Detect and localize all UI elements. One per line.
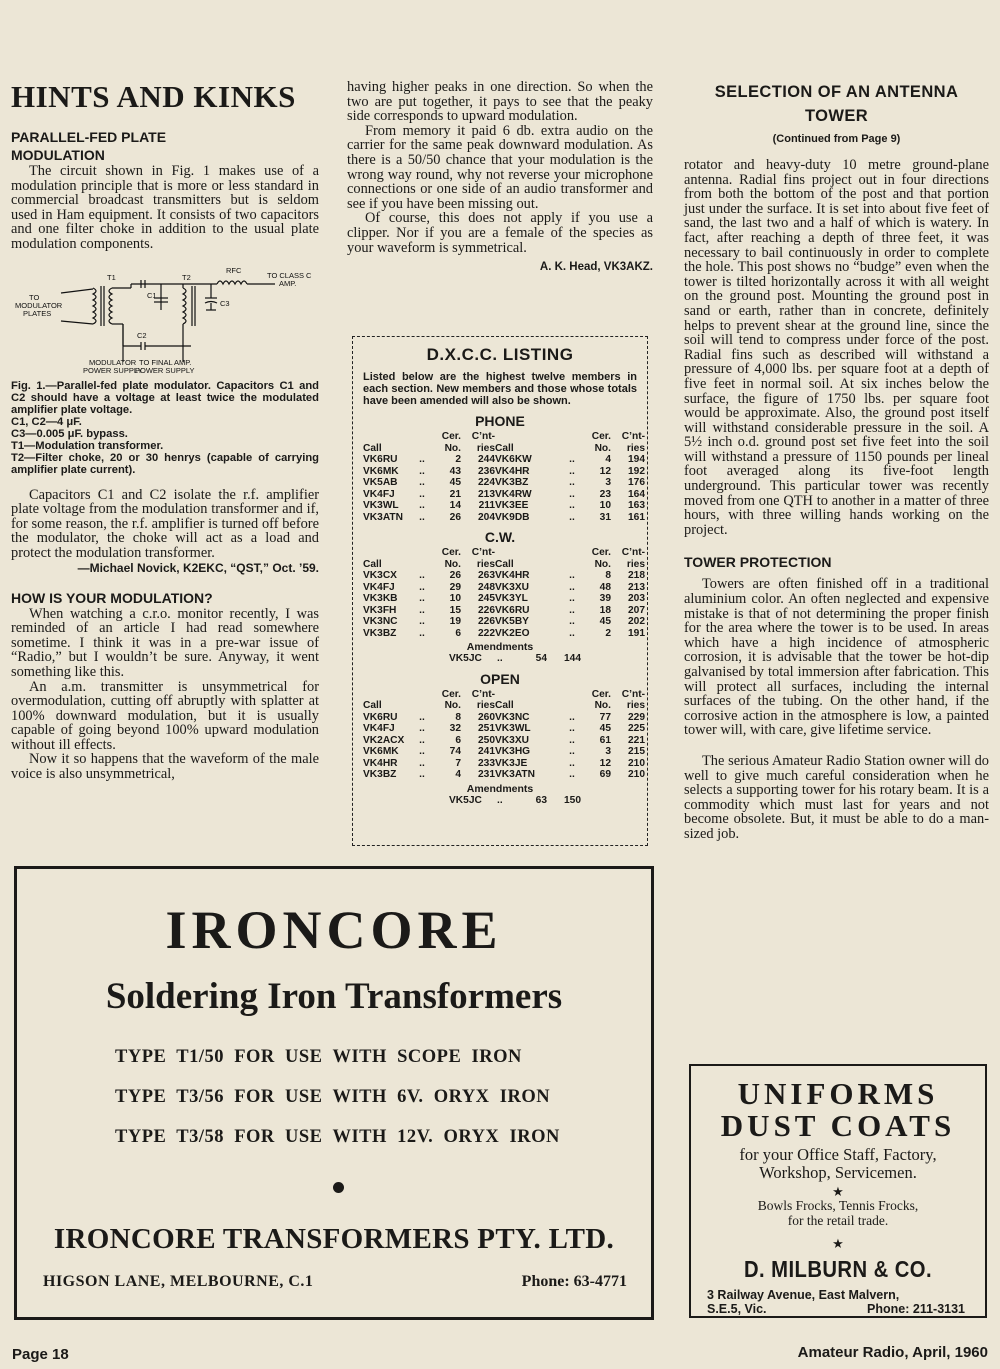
leader-dots: .. xyxy=(419,746,425,757)
country-count: 192 xyxy=(628,465,645,477)
leader-dots: .. xyxy=(419,488,425,500)
table-header-cell: No. xyxy=(594,700,611,711)
modulator-label: MODULATOR xyxy=(15,300,63,310)
cert-number: 69 xyxy=(599,769,611,780)
leader-dots: .. xyxy=(569,769,575,780)
call-sign: VK4HR xyxy=(363,757,398,769)
article-heading: PARALLEL-FED PLATE xyxy=(11,129,167,145)
call-sign: VK3YL xyxy=(495,593,528,604)
caption-line: T2—Filter choke, 20 or 30 henrys (capable of carrying amplifier plate current). xyxy=(11,451,319,476)
call-sign: VK2ACX xyxy=(363,734,405,746)
country-count: 204 xyxy=(478,511,495,523)
table-header-cell: Cer. xyxy=(591,431,611,442)
page-number: Page 18 xyxy=(12,1346,69,1363)
country-count: 202 xyxy=(628,616,645,627)
country-count: 263 xyxy=(478,570,495,581)
table-header-cell xyxy=(363,547,411,559)
country-count: 229 xyxy=(628,711,645,723)
ad-subline-2: Workshop, Servicemen. xyxy=(759,1163,917,1182)
table-header-cell: C’nt- xyxy=(471,431,495,442)
leader-dots: .. xyxy=(419,711,425,723)
paragraph: Now it so happens that the waveform of the male voice is also unsymmetrical, xyxy=(11,751,319,783)
call-sign: VK6RU xyxy=(363,454,398,465)
paragraph: Capacitors C1 and C2 isolate the r.f. amplifier plate voltage from the modulation transformer and if, for some reason, the r.f. amplifier is turned off before the modulator, the choke will act as a load and protect the modulation transformer. xyxy=(11,486,319,561)
call-sign: VK6RU xyxy=(495,604,530,616)
country-count: 225 xyxy=(628,723,645,734)
table-header-cell: Call xyxy=(363,442,382,454)
cert-number: 31 xyxy=(599,511,611,523)
table-header-cell: Cer. xyxy=(441,547,461,558)
leader-dots: .. xyxy=(569,570,575,581)
c3-label: C3 xyxy=(220,298,230,308)
phone-heading: PHONE xyxy=(475,413,525,429)
leader-dots: .. xyxy=(419,500,425,511)
leader-dots: .. xyxy=(419,723,425,734)
table-header-cell: ries xyxy=(476,700,495,711)
cert-number: 26 xyxy=(449,570,461,581)
table-header-cell xyxy=(495,431,561,443)
leader-dots: .. xyxy=(569,477,575,488)
leader-dots: .. xyxy=(569,465,575,477)
cert-number: 3 xyxy=(605,746,611,757)
cert-number: 14 xyxy=(449,500,461,511)
call-sign: VK4HR xyxy=(495,465,530,477)
section-title: HINTS AND KINKS xyxy=(11,79,296,114)
paragraph: Of course, this does not apply if you use a clipper. Nor if you are a female of the species as your waveform is symmetrical. xyxy=(347,210,653,256)
amendment-cell: 63 xyxy=(535,794,547,806)
cert-number: 8 xyxy=(455,711,461,723)
continued-note: (Continued from Page 9) xyxy=(772,133,901,145)
table-header-cell: Call xyxy=(363,700,382,711)
table-header-cell: Cer. xyxy=(591,688,611,700)
cert-number: 2 xyxy=(455,454,461,465)
country-count: 233 xyxy=(478,757,495,769)
amendment-cell: 144 xyxy=(564,653,581,664)
country-count: 250 xyxy=(478,734,495,746)
table-header-cell xyxy=(561,443,583,455)
call-sign: VK4FJ xyxy=(363,723,395,734)
call-sign: VK3EE xyxy=(495,500,529,511)
cert-number: 18 xyxy=(599,604,611,616)
cert-number: 4 xyxy=(605,454,611,465)
bullet-dot xyxy=(333,1182,344,1193)
leader-dots: .. xyxy=(569,454,575,465)
cert-number: 19 xyxy=(449,616,461,627)
table-header-cell: No. xyxy=(444,442,461,454)
call-sign: VK3BZ xyxy=(363,627,397,639)
table-header-cell xyxy=(561,700,583,712)
country-count: 161 xyxy=(628,511,645,523)
call-sign: VK2EO xyxy=(495,627,530,639)
final-ps-label2: POWER SUPPLY xyxy=(135,365,195,374)
leader-dots: .. xyxy=(569,757,575,769)
figure-caption xyxy=(11,380,319,476)
table-header-cell: No. xyxy=(594,558,611,570)
cw-amendments xyxy=(449,653,637,665)
paragraph: From memory it paid 6 db. extra audio on the carrier for the same peak downward modulation. As there is a 50/50 chance that your modulation is the wrong way round, why not reverse your microphone connections or one side of an audio transformer and see if you have been missing out. xyxy=(347,122,653,212)
country-count: 210 xyxy=(628,757,645,769)
cert-number: 15 xyxy=(449,604,461,616)
table-header-cell: C’nt- xyxy=(621,547,645,558)
country-count: 222 xyxy=(478,627,495,639)
leader-dots: .. xyxy=(569,511,575,523)
country-count: 260 xyxy=(478,711,495,723)
table-header-cell: Call xyxy=(363,558,382,570)
call-sign: VK3XU xyxy=(495,581,529,593)
call-sign: VK3XU xyxy=(495,734,529,746)
table-header-cell: Call xyxy=(495,700,514,711)
leader-dots: .. xyxy=(569,723,575,734)
country-count: 215 xyxy=(628,746,645,757)
leader-dots: .. xyxy=(569,627,575,639)
ironcore-advertisement xyxy=(14,866,654,1320)
phone-table xyxy=(363,431,645,523)
table-header-cell xyxy=(561,547,583,559)
milburn-advertisement xyxy=(689,1064,987,1318)
ad-subline-3: Bowls Frocks, Tennis Frocks, xyxy=(757,1198,919,1213)
ad-address-1: 3 Railway Avenue, East Malvern, xyxy=(707,1288,900,1302)
country-count: 213 xyxy=(478,488,495,500)
plates-label: PLATES xyxy=(23,308,52,318)
cert-number: 10 xyxy=(599,500,611,511)
call-sign: VK3NC xyxy=(495,711,530,723)
country-count: 248 xyxy=(478,581,495,593)
open-heading: OPEN xyxy=(480,670,520,687)
ad-subline-b xyxy=(691,1198,985,1228)
table-header-cell: No. xyxy=(444,558,461,570)
amendment-cell: 150 xyxy=(564,794,581,806)
country-count: 244 xyxy=(478,454,495,465)
paragraph: having higher peaks in one direction. So when the two are put together, it pays to see that the peaky side corresponds to upward modulation. xyxy=(347,79,653,125)
ad-brand: IRONCORE xyxy=(165,900,503,960)
star-icon: ★ xyxy=(832,1184,844,1199)
leader-dots: .. xyxy=(419,465,425,477)
ad-headline: UNIFORMS xyxy=(737,1076,939,1111)
call-sign: VK6KW xyxy=(495,454,532,465)
leader-dots: .. xyxy=(419,570,425,581)
to-label: TO xyxy=(29,292,40,302)
cert-number: 23 xyxy=(599,488,611,500)
antenna-title-cont: TOWER xyxy=(804,107,869,125)
call-sign: VK3WL xyxy=(363,500,399,511)
table-header-cell xyxy=(561,559,583,571)
leader-dots: .. xyxy=(569,711,575,723)
country-count: 241 xyxy=(478,746,495,757)
table-header-cell xyxy=(411,431,433,443)
country-count: 224 xyxy=(478,477,495,488)
c2-label: C2 xyxy=(137,330,147,340)
cert-number: 3 xyxy=(605,477,611,488)
leader-dots: .. xyxy=(419,769,425,780)
country-count: 163 xyxy=(628,500,645,511)
cert-number: 45 xyxy=(599,616,611,627)
amendment-cell: 54 xyxy=(535,653,547,664)
country-count: 218 xyxy=(628,570,645,581)
table-header-cell: ries xyxy=(626,442,645,454)
table-header-cell xyxy=(411,700,433,712)
call-sign: VK3BZ xyxy=(495,477,529,488)
article-heading: TOWER PROTECTION xyxy=(684,554,832,571)
cert-number: 4 xyxy=(455,769,461,780)
circuit-diagram xyxy=(11,258,319,374)
ad-type-line: TYPE T3/56 FOR USE WITH 6V. ORYX IRON xyxy=(115,1087,551,1107)
ad-company: IRONCORE TRANSFORMERS PTY. LTD. xyxy=(53,1223,615,1255)
ad-address-2: S.E.5, Vic. xyxy=(707,1302,767,1316)
call-sign: VK3ATN xyxy=(495,769,535,780)
country-count: 213 xyxy=(628,581,645,593)
cert-number: 12 xyxy=(599,757,611,769)
c1-label: C1 xyxy=(147,290,157,300)
leader-dots: .. xyxy=(569,593,575,604)
country-count: 176 xyxy=(628,477,645,488)
caption-line: C3—0.005 μF. bypass. xyxy=(11,427,128,440)
table-header-cell xyxy=(561,689,583,701)
amendment-cell: .. xyxy=(497,653,503,664)
paragraph: The serious Amateur Radio Station owner will do well to give much careful consideration when he selects a supporting tower for his rotary beam. It is a commodity which must last for years and not become obsolete. But, it must be able to do a man-sized job. xyxy=(684,752,989,842)
cert-number: 26 xyxy=(449,511,461,523)
leader-dots: .. xyxy=(569,616,575,627)
ad-company: D. MILBURN & CO. xyxy=(743,1256,933,1282)
cert-number: 29 xyxy=(449,581,461,593)
table-header-cell: ries xyxy=(626,558,645,570)
call-sign: VK3ATN xyxy=(363,511,403,523)
leader-dots: .. xyxy=(569,500,575,511)
table-header-cell xyxy=(411,689,433,701)
country-count: 207 xyxy=(628,604,645,616)
ad-type-line: TYPE T3/58 FOR USE WITH 12V. ORYX IRON xyxy=(115,1127,560,1147)
country-count: 164 xyxy=(628,488,645,500)
cert-number: 2 xyxy=(605,627,611,639)
table-header-cell: Cer. xyxy=(441,431,461,442)
cert-number: 32 xyxy=(449,723,461,734)
call-sign: VK4RW xyxy=(495,488,532,500)
amendment-cell: VK5JC xyxy=(449,653,482,664)
column-left xyxy=(11,80,319,782)
call-sign: VK6RU xyxy=(363,711,398,723)
open-table xyxy=(363,688,645,781)
table-header-cell xyxy=(363,689,411,701)
call-sign: VK5AB xyxy=(363,477,398,488)
leader-dots: .. xyxy=(419,627,425,639)
call-sign: VK3KB xyxy=(363,593,398,604)
amendment-cell: VK5JC xyxy=(449,794,482,806)
column-middle xyxy=(347,80,653,273)
cw-heading: C.W. xyxy=(484,529,516,545)
cert-number: 12 xyxy=(599,465,611,477)
table-header-cell: ries xyxy=(476,442,495,454)
country-count: 211 xyxy=(478,500,495,511)
cert-number: 45 xyxy=(599,723,611,734)
t2-label: T2 xyxy=(182,272,191,282)
paragraph: rotator and heavy-duty 10 metre ground-plane antenna. Radial fins project out in four directions from both the bottom of the post and that portion just under the surface. It is set into about five feet of sand, the last two and a half of which is watery. In fact, after reaching a depth of three feet, it was necessary to bail continuously in order to complete the hole. This post shows no “budge” even when the tower is tilted horizontally across it with all weight on the ground post. Mounting the ground post in sand or earth, rather than in concrete, definitely helps to prevent shear at the ground line, since the soil will tend to compress under force of the post. Radial fins such as described will withstand a pressure of 4,000 lbs. per square foot at a depth of five feet in normal soil. At six inches below the surface, the figure of 1750 lbs. per square foot would be approximate. Also, the ground post itself will withstand considerable pressure in the soil. A 5½ inch o.d. ground post set five feet into the soil will withstand a pressure of 1150 pounds per lineal foot averaged along its five-foot length underground. This particular tower was recently moved from one QTH to another in a matter of three hours, with three willing hands working on the project. xyxy=(684,157,989,538)
cert-number: 6 xyxy=(455,734,461,746)
caption-line: Fig. 1.—Parallel-fed plate modulator. Capacitors C1 and C2 should have a voltage at least twice the modulated amplifier plate voltage. xyxy=(11,379,319,416)
leader-dots: .. xyxy=(569,604,575,616)
ad-headline-2: DUST COATS xyxy=(720,1108,956,1143)
ad-phone: Phone: 211-3131 xyxy=(867,1302,965,1316)
table-header-cell: Call xyxy=(495,442,514,454)
t1-label: T1 xyxy=(107,272,116,282)
country-count: 226 xyxy=(478,604,495,616)
cert-number: 7 xyxy=(455,757,461,769)
cert-number: 77 xyxy=(599,711,611,723)
open-amendments-heading: Amendments xyxy=(466,782,534,795)
call-sign: VK3BZ xyxy=(363,769,397,780)
country-count: 210 xyxy=(628,769,645,780)
leader-dots: .. xyxy=(569,581,575,593)
ad-subline xyxy=(691,1146,985,1182)
amp-label: AMP. xyxy=(279,278,297,288)
call-sign: VK4FJ xyxy=(363,581,395,593)
caption-line: T1—Modulation transformer. xyxy=(11,439,164,452)
column-right xyxy=(684,80,989,842)
table-header-cell: No. xyxy=(444,700,461,711)
leader-dots: .. xyxy=(569,488,575,500)
call-sign: VK4FJ xyxy=(363,488,395,500)
amendment-cell: .. xyxy=(497,794,503,806)
leader-dots: .. xyxy=(569,746,575,757)
leader-dots: .. xyxy=(419,454,425,465)
call-sign: VK4HR xyxy=(495,570,530,581)
cert-number: 43 xyxy=(449,465,461,477)
article-heading: HOW IS YOUR MODULATION? xyxy=(11,589,213,606)
mod-ps-label2: POWER SUPPLY xyxy=(83,365,143,374)
star-icon: ★ xyxy=(832,1236,844,1251)
rfc-label: RFC xyxy=(226,265,242,275)
dxcc-intro: Listed below are the highest twelve members in each section. New members and those whose totals have been amended will also be shown. xyxy=(363,371,637,407)
paragraph: When watching a c.r.o. monitor recently, I was reminded of an article I had read somewhere sometime. I think it was in a pre-war issue of “Radio,” but I wouldn’t be sure. Anyway, it went something like this. xyxy=(11,605,319,680)
country-count: 221 xyxy=(628,734,645,746)
mod-ps-label1: MODULATOR xyxy=(89,357,137,367)
paragraph: The circuit shown in Fig. 1 makes use of a modulation principle that is more or less standard in commercial broadcast transmitters but is seldom used in Ham equipment. It consists of two capacitors and one filter choke in addition to the usual plate modulation components. xyxy=(11,163,319,252)
call-sign: VK3WL xyxy=(495,723,531,734)
cw-table xyxy=(363,547,645,639)
cert-number: 61 xyxy=(599,734,611,746)
publication-line: Amateur Radio, April, 1960 xyxy=(797,1344,988,1361)
caption-line: C1, C2—4 μF. xyxy=(11,415,82,428)
country-count: 231 xyxy=(478,769,495,780)
ad-address: HIGSON LANE, MELBOURNE, C.1 xyxy=(43,1273,314,1290)
country-count: 251 xyxy=(478,723,495,734)
antenna-title: SELECTION OF AN ANTENNA xyxy=(714,83,959,101)
call-sign: VK3CX xyxy=(363,570,397,581)
call-sign: VK6MK xyxy=(363,465,399,477)
ad-types xyxy=(115,1047,560,1167)
country-count: 203 xyxy=(628,593,645,604)
credit: —Michael Novick, K2EKC, “QST,” Oct. ’59. xyxy=(77,560,319,575)
ad-subline-1: for your Office Staff, Factory, xyxy=(739,1145,937,1164)
ad-phone: Phone: 63-4771 xyxy=(521,1273,627,1290)
cert-number: 21 xyxy=(449,488,461,500)
table-header-cell: Call xyxy=(495,558,514,570)
table-header-cell: C’nt- xyxy=(471,547,495,558)
call-sign: VK3HG xyxy=(495,746,531,757)
dxcc-title: D.X.C.C. LISTING xyxy=(426,345,574,364)
country-count: 245 xyxy=(478,593,495,604)
call-sign: VK3FH xyxy=(363,604,397,616)
table-header-cell: Cer. xyxy=(441,688,461,700)
open-amendments xyxy=(449,795,637,807)
country-count: 194 xyxy=(628,454,645,465)
table-header-cell: ries xyxy=(476,558,495,570)
country-count: 191 xyxy=(628,627,645,639)
paragraph: An a.m. transmitter is unsymmetrical for overmodulation, cutting off abruptly with splatter at 100% downward modulation, but it is usually capable of going beyond 100% upward modulation without ill effects. xyxy=(11,678,319,753)
signature: A. K. Head, VK3AKZ. xyxy=(539,261,653,274)
country-count: 226 xyxy=(478,616,495,627)
ad-subline-4: for the retail trade. xyxy=(787,1213,889,1228)
leader-dots: .. xyxy=(419,604,425,616)
table-header-cell xyxy=(561,431,583,443)
table-header-cell xyxy=(411,547,433,559)
cert-number: 10 xyxy=(449,593,461,604)
cert-number: 45 xyxy=(449,477,461,488)
call-sign: VK6MK xyxy=(363,746,399,757)
leader-dots: .. xyxy=(569,734,575,746)
ad-type-line: TYPE T1/50 FOR USE WITH SCOPE IRON xyxy=(115,1047,522,1067)
call-sign: VK5BY xyxy=(495,616,529,627)
dxcc-listing-box xyxy=(352,336,648,846)
leader-dots: .. xyxy=(419,581,425,593)
table-header-cell xyxy=(495,689,561,701)
leader-dots: .. xyxy=(419,757,425,769)
table-header-cell xyxy=(495,547,561,559)
table-header-cell xyxy=(411,559,433,571)
cert-number: 6 xyxy=(455,627,461,639)
table-header-cell xyxy=(363,431,411,443)
cert-number: 39 xyxy=(599,593,611,604)
call-sign: VK3JE xyxy=(495,757,528,769)
cert-number: 74 xyxy=(449,746,461,757)
cert-number: 8 xyxy=(605,570,611,581)
table-header-cell xyxy=(411,443,433,455)
leader-dots: .. xyxy=(419,477,425,488)
paragraph: Towers are often finished off in a traditional aluminium color. An often neglected and expensive mistake is that of not determining the proper finish for the area where the tower is to be used. In areas which have a high incidence of atmospheric corrosion, it is advisable that the tower be hot-dip galvanised by total immersion after fabrication. This will protect all surfaces, including the internal surfaces of the tubing. On the other hand, if the corrosive action in the atmosphere is low, a painted tower will, with care, give lifetime service. xyxy=(684,576,989,739)
final-ps-label1: TO FINAL AMP. xyxy=(139,357,192,367)
table-header-cell: ries xyxy=(626,700,645,711)
article-heading-cont: MODULATION xyxy=(11,147,105,163)
cw-amendments-heading: Amendments xyxy=(466,641,534,653)
leader-dots: .. xyxy=(419,593,425,604)
country-count: 236 xyxy=(478,465,495,477)
leader-dots: .. xyxy=(419,511,425,523)
table-header-cell: C’nt- xyxy=(621,431,645,442)
call-sign: VK9DB xyxy=(495,511,530,523)
table-header-cell: No. xyxy=(594,442,611,454)
table-header-cell: Cer. xyxy=(591,547,611,558)
leader-dots: .. xyxy=(419,734,425,746)
table-header-cell: C’nt- xyxy=(621,688,645,700)
cert-number: 48 xyxy=(599,581,611,593)
ad-product: Soldering Iron Transformers xyxy=(105,976,563,1017)
table-header-cell: C’nt- xyxy=(471,688,495,700)
call-sign: VK3NC xyxy=(363,616,398,627)
to-class-c-label: TO CLASS C xyxy=(267,270,312,280)
leader-dots: .. xyxy=(419,616,425,627)
